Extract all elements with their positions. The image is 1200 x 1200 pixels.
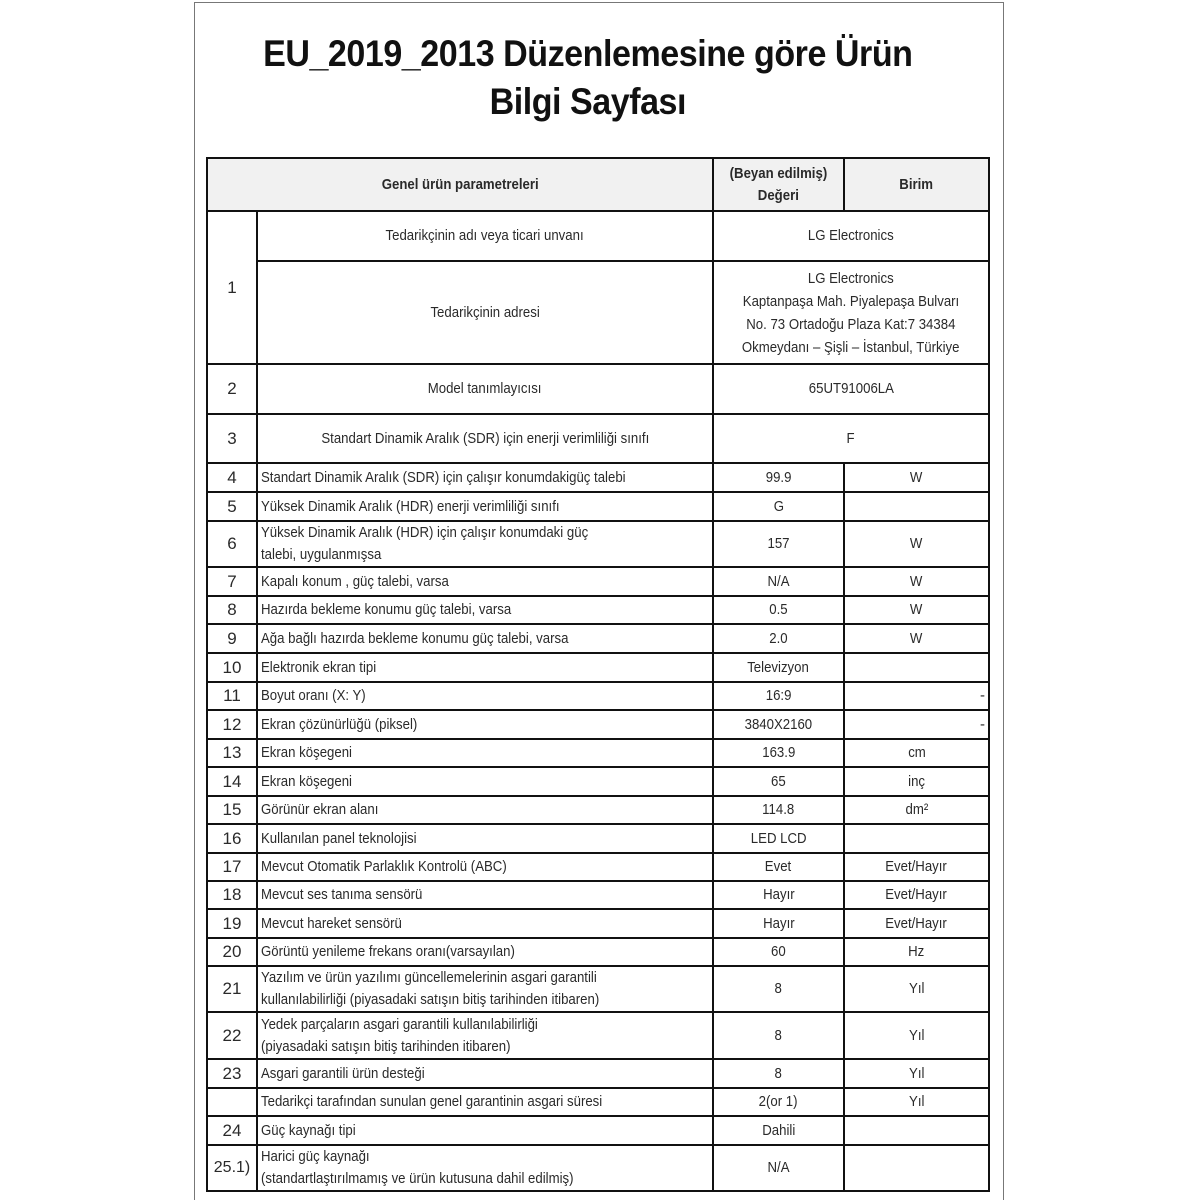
row-value: 157 <box>713 521 844 567</box>
row-number: 6 <box>207 521 257 567</box>
row-value: Dahili <box>713 1116 844 1145</box>
table-row <box>207 1116 989 1145</box>
header-declared-value: (Beyan edilmiş) Değeri <box>713 158 844 211</box>
row-number: 17 <box>207 853 257 881</box>
row-unit: - <box>844 682 989 710</box>
row-label: Mevcut hareket sensörü <box>257 909 713 938</box>
row-unit: - <box>844 710 989 739</box>
row-unit <box>844 1116 989 1145</box>
table-row-sdr-class <box>207 414 989 463</box>
table-row <box>207 767 989 796</box>
row-label: Yedek parçaların asgari garantili kullanılabilirliği (piyasadaki satışın bitiş tarihinden itibaren) <box>257 1012 713 1059</box>
row-label: Tedarikçinin adresi <box>257 261 713 364</box>
row-number: 11 <box>207 682 257 710</box>
row-label: Hazırda bekleme konumu güç talebi, varsa <box>257 596 713 624</box>
row-unit: W <box>844 624 989 653</box>
table-row <box>207 796 989 824</box>
row-label: Görünür ekran alanı <box>257 796 713 824</box>
row-value: Evet <box>713 853 844 881</box>
table-row-supplier-address <box>207 261 989 364</box>
table-row <box>207 624 989 653</box>
row-value: 60 <box>713 938 844 966</box>
row-value: N/A <box>713 567 844 596</box>
row-value: 8 <box>713 1059 844 1088</box>
title-line-1: EU_2019_2013 Düzenlemesine göre Ürün <box>263 33 913 74</box>
row-label: Yazılım ve ürün yazılımı güncellemelerinin asgari garantili kullanılabilirliği (piyasadaki satışın bitiş tarihinden itibaren) <box>257 966 713 1012</box>
table-row <box>207 824 989 853</box>
row-number: 25.1) <box>207 1145 257 1191</box>
table-row <box>207 1145 989 1191</box>
row-value: 8 <box>713 1012 844 1059</box>
row-label: Harici güç kaynağı (standartlaştırılmamış ve ürün kutusuna dahil edilmiş) <box>257 1145 713 1191</box>
row-value: N/A <box>713 1145 844 1191</box>
row-unit <box>844 1145 989 1191</box>
row-label: Yüksek Dinamik Aralık (HDR) enerji verimliliği sınıfı <box>257 492 713 521</box>
row-value: G <box>713 492 844 521</box>
table-row <box>207 492 989 521</box>
row-unit <box>844 653 989 682</box>
table-row <box>207 966 989 1012</box>
table-row <box>207 567 989 596</box>
table-row <box>207 463 989 492</box>
row-number: 21 <box>207 966 257 1012</box>
row-number: 18 <box>207 881 257 909</box>
document-title <box>206 30 970 126</box>
row-number: 7 <box>207 567 257 596</box>
row-label: Yüksek Dinamik Aralık (HDR) için çalışır konumdaki güç talebi, uygulanmışsa <box>257 521 713 567</box>
header-parameters: Genel ürün parametreleri <box>207 158 713 211</box>
row-number: 1 <box>207 211 257 364</box>
row-number: 5 <box>207 492 257 521</box>
table-row <box>207 1088 989 1116</box>
row-value: 65UT91006LA <box>713 364 989 414</box>
row-value: F <box>713 414 989 463</box>
row-number: 19 <box>207 909 257 938</box>
row-value: 163.9 <box>713 739 844 767</box>
row-unit: Evet/Hayır <box>844 853 989 881</box>
row-number: 20 <box>207 938 257 966</box>
row-unit: Yıl <box>844 1059 989 1088</box>
row-unit: Evet/Hayır <box>844 909 989 938</box>
table-row <box>207 909 989 938</box>
row-label: Model tanımlayıcısı <box>257 364 713 414</box>
row-label: Boyut oranı (X: Y) <box>257 682 713 710</box>
row-label: Güç kaynağı tipi <box>257 1116 713 1145</box>
row-unit: W <box>844 567 989 596</box>
row-unit: inç <box>844 767 989 796</box>
row-number: 4 <box>207 463 257 492</box>
row-number: 22 <box>207 1012 257 1059</box>
row-label: Görüntü yenileme frekans oranı(varsayılan) <box>257 938 713 966</box>
row-number: 14 <box>207 767 257 796</box>
title-line-2: Bilgi Sayfası <box>489 81 687 122</box>
table-row <box>207 1012 989 1059</box>
row-unit: W <box>844 596 989 624</box>
row-label: Ağa bağlı hazırda bekleme konumu güç talebi, varsa <box>257 624 713 653</box>
row-value: 2.0 <box>713 624 844 653</box>
row-label: Standart Dinamik Aralık (SDR) için çalışır konumdakigüç talebi <box>257 463 713 492</box>
table-row <box>207 1059 989 1088</box>
row-unit: Yıl <box>844 1012 989 1059</box>
header-unit: Birim <box>844 158 989 211</box>
row-label: Standart Dinamik Aralık (SDR) için enerji verimliliği sınıfı <box>257 414 713 463</box>
row-number: 15 <box>207 796 257 824</box>
table-row <box>207 853 989 881</box>
row-value: Hayır <box>713 881 844 909</box>
row-number: 10 <box>207 653 257 682</box>
table-row <box>207 739 989 767</box>
row-value: 16:9 <box>713 682 844 710</box>
row-value: LG Electronics <box>713 211 989 261</box>
row-value: 3840X2160 <box>713 710 844 739</box>
table-row <box>207 938 989 966</box>
row-unit: W <box>844 521 989 567</box>
row-label: Kapalı konum , güç talebi, varsa <box>257 567 713 596</box>
table-row <box>207 653 989 682</box>
row-unit: Yıl <box>844 966 989 1012</box>
table-row-supplier-name <box>207 211 989 261</box>
table-row-model <box>207 364 989 414</box>
row-label: Asgari garantili ürün desteği <box>257 1059 713 1088</box>
row-number: 16 <box>207 824 257 853</box>
row-label: Ekran köşegeni <box>257 739 713 767</box>
row-value: 99.9 <box>713 463 844 492</box>
row-label: Tedarikçinin adı veya ticari unvanı <box>257 211 713 261</box>
row-label: Kullanılan panel teknolojisi <box>257 824 713 853</box>
row-unit: Hz <box>844 938 989 966</box>
row-unit <box>844 492 989 521</box>
row-value: 65 <box>713 767 844 796</box>
row-unit <box>844 824 989 853</box>
row-value-address: LG Electronics Kaptanpaşa Mah. Piyalepaşa Bulvarı No. 73 Ortadoğu Plaza Kat:7 34384 Okmeydanı – Şişli – İstanbul, Türkiye <box>713 261 989 364</box>
table-row <box>207 596 989 624</box>
table-row <box>207 710 989 739</box>
row-label: Ekran çözünürlüğü (piksel) <box>257 710 713 739</box>
table-header-row <box>207 158 989 211</box>
row-number: 2 <box>207 364 257 414</box>
row-number: 8 <box>207 596 257 624</box>
row-unit: W <box>844 463 989 492</box>
row-unit: cm <box>844 739 989 767</box>
row-number: 9 <box>207 624 257 653</box>
row-label: Mevcut ses tanıma sensörü <box>257 881 713 909</box>
row-label: Mevcut Otomatik Parlaklık Kontrolü (ABC) <box>257 853 713 881</box>
row-number: 24 <box>207 1116 257 1145</box>
row-number: 23 <box>207 1059 257 1088</box>
row-number: 3 <box>207 414 257 463</box>
row-unit: Evet/Hayır <box>844 881 989 909</box>
product-info-table <box>206 157 990 1192</box>
row-value: 2(or 1) <box>713 1088 844 1116</box>
row-label: Elektronik ekran tipi <box>257 653 713 682</box>
row-value: Televizyon <box>713 653 844 682</box>
row-number: 13 <box>207 739 257 767</box>
row-label: Tedarikçi tarafından sunulan genel garantinin asgari süresi <box>257 1088 713 1116</box>
table-row <box>207 682 989 710</box>
row-number <box>207 1088 257 1116</box>
row-value: 8 <box>713 966 844 1012</box>
table-row <box>207 881 989 909</box>
row-value: LED LCD <box>713 824 844 853</box>
row-value: 0.5 <box>713 596 844 624</box>
row-value: Hayır <box>713 909 844 938</box>
row-unit: dm² <box>844 796 989 824</box>
row-value: 114.8 <box>713 796 844 824</box>
row-unit: Yıl <box>844 1088 989 1116</box>
row-number: 12 <box>207 710 257 739</box>
row-label: Ekran köşegeni <box>257 767 713 796</box>
table-row <box>207 521 989 567</box>
